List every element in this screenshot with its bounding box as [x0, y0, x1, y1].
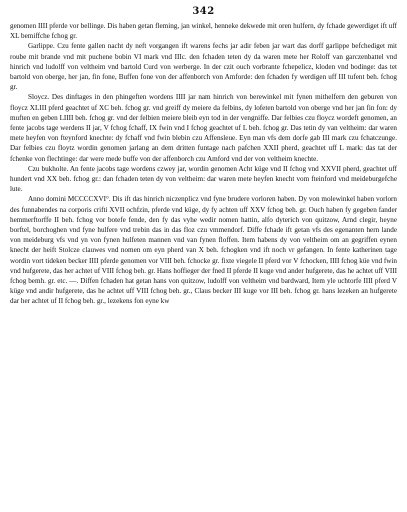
paragraph-bukholte: Czu bukholte. An fente jacobs tage wordens czwey jar, wordin genomen Acht küge vnd II fchog vnd XXVII pherd, geachtet uff hundert vnd XX beh. fchog gr.: dan fchaden teten dy von veltheim: dar waren mete heyfen knecht vom fteinford vnd meideburgefche lute. [10, 164, 397, 194]
body-text [10, 21, 397, 307]
paragraph-sloycz: Sloycz. Des dinftages in den phingeften wordens IIII jar nam hinrich von berewinkel mit fynen mithelfern den geburen von floycz XLIII pferd geachtet uf XC beh. fchog gr. vnd greiff dy meiere da felbins, dy lofeten bartold von oberge vnd her jan fin fon: dy muften en geben LIIII beh. fchog gr. vnd der felbien meiere bleib eyn tod in der vengniffe. Dar felbies czu floycz wordeft genomen, an fente jacobs tage werdens II jar, V fchog fchaff, IX fwin vnd I fchog geachtet uf L beh. fchog gr. Das tetin dy van veltheim: dar waren mete heyfen von fteynford knechte: dy fchaff vnd fwin blebin czu Affensleue. Eyn man vfs dem dorfe gab III mark czu fchatczunge. Dar felbies czu floytz wordin genomen jarlang an dem dritten funtage nach pafchen XXII pherd, geachtet uff L mark: das tat der fchenke von flechtinge: dar were mede buffe von der affenborch czu Amford vnd der von veltheim knechte. [10, 93, 397, 163]
paragraph-bellinge: genomen IIII pferde vor bellinge. Dis haben getan fleming, jan winkel, henneke dekwede mit oren hulfern, dy fchade gewerdiget ift uff XL bemiffche fchog gr. [10, 22, 397, 41]
page-number: 342 [192, 6, 215, 17]
paragraph-garlippe: Garlippe. Czu fente gallen nacht dy neft vorgangen ift warens fechs jar adir feben jar wart das dorff garlippe befchediget mit roube mit brande vnd mit puchene bobin VI mark vnd IIIc. den fchaden teten dy da waren mete her Roloff van garczenbattel vnd hinrich vnd ludolff von veltheim vnd bartold Curd von werberge. In der czit ouch vorbrante fchepelicz, kloden vnd bodinge: das tet bartold von oberge, her jan, fin fone, Buffen fone von der affenborch von Amforde: den fchaden fy werdigen uff III tufent beh. fchog gr. [10, 42, 397, 92]
paragraph-anno-domini: Anno domini MCCCCXVI°. Dis ift das hinrich niczenplicz vnd fyne brudere vorloren haben. Dy von molewinkel haben vorlorn des funnabendes na corporis crifti XVII ochfzin, pferde vnd küge, dy fy achten uff XXV fchog beh. gr. Ouch haben fy gegeben fander hemmerftorffe II beh. fchog vor botefe fende, den fy das vyhe wedir nomen hattin, alfo dyterich von quitzow, Arnd clegir, heyne borftel, borchoghen vnd fyne hulfere vnd trebin das in das floz czu vmmendorf. Diffe fchade ift getan vfs des egenanten hern lande von meideburg vfs vnd yn von fynen hulfeten mannen vnd van fynen floffen. Item habens dy von veltheim om an gegriffen eynen knecht der heift Stolcze clauwes vnd nomen om eyn pherd van X beh. fchogken vnd ift noch vr gefangen. In fente katherinen tage wordin vort tideken becker IIII pferde genomen vor VIII beh. fchocke gr. fixte viegele II pferd vor V fchocken, IIII fchog küe vnd fwin vnd hufgerete, das her achtet uf VIII fchog beh. gr. Hans hoffieger der fned II pferde II kuge vnd ander hufgerete, das he achtet uff VIII fchog bemh. gr. etc. —. Diffen fchaden hat getan hans von quitzow, ludolff von veltheim vnd bardward, Item yle uchtorfe IIII pferd V küge vnd andir hufgerete, das he achtet uff VIII fchog beh. gr., Claus becker III kuge vor III beh. fchog gr. hans lezeken an hufgerete dar her achtet uf II fchog beh. gr., lezekens fon eyne kw [10, 195, 397, 306]
